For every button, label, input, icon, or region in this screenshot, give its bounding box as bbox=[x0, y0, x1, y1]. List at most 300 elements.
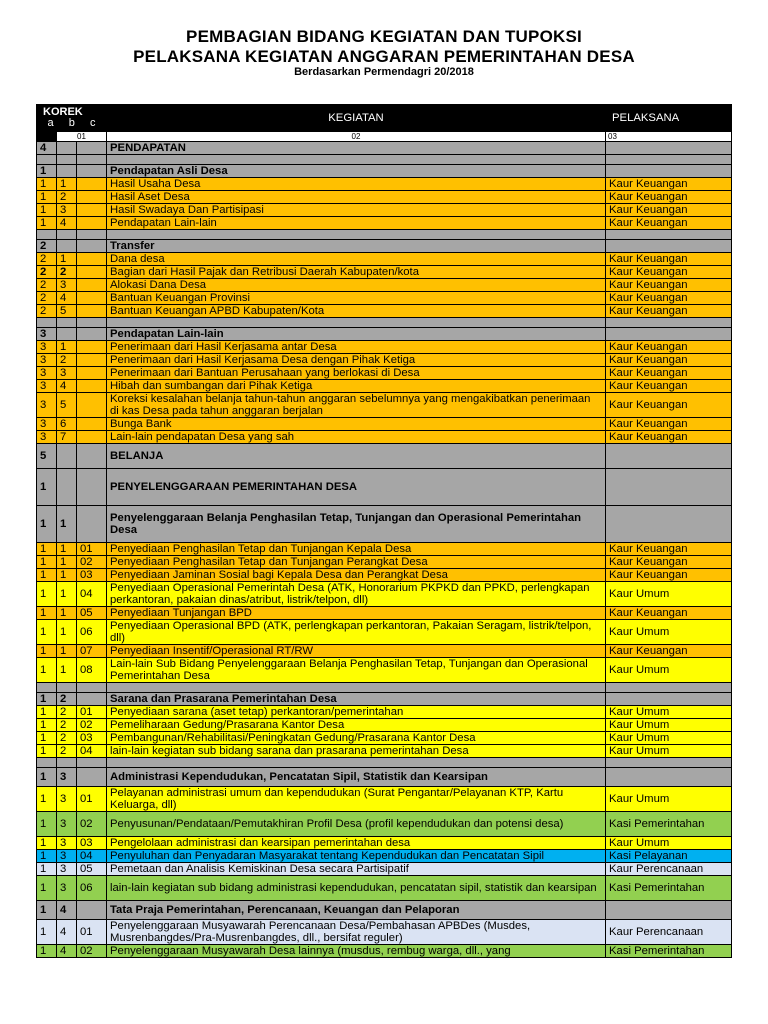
pelaksana-cell: Kaur Umum bbox=[606, 787, 732, 812]
korek-a-cell: 1 bbox=[37, 837, 57, 850]
korek-b-cell bbox=[57, 444, 77, 469]
korek-c-cell: 02 bbox=[77, 945, 107, 958]
table-row bbox=[37, 341, 732, 354]
korek-a-cell bbox=[37, 230, 57, 240]
pelaksana-cell: Kaur Keuangan bbox=[606, 393, 732, 418]
korek-c-cell: 03 bbox=[77, 837, 107, 850]
table-body bbox=[37, 142, 732, 958]
pelaksana-cell: Kaur Keuangan bbox=[606, 191, 732, 204]
korek-a-cell: 1 bbox=[37, 945, 57, 958]
korek-c-cell: 06 bbox=[77, 876, 107, 901]
pelaksana-cell: Kaur Keuangan bbox=[606, 204, 732, 217]
korek-b-cell: 3 bbox=[57, 787, 77, 812]
kegiatan-cell: Pemetaan dan Analisis Kemiskinan Desa secara Partisipatif bbox=[107, 863, 606, 876]
kegiatan-cell: PENDAPATAN bbox=[107, 142, 606, 155]
korek-c-cell bbox=[77, 155, 107, 165]
korek-a-cell: 3 bbox=[37, 380, 57, 393]
kegiatan-cell: lain-lain kegiatan sub bidang administrasi kependudukan, pencatatan sipil, statistik dan kearsipan bbox=[107, 876, 606, 901]
table-row bbox=[37, 469, 732, 506]
korek-a-cell: 1 bbox=[37, 745, 57, 758]
korek-b-cell: 1 bbox=[57, 506, 77, 543]
pelaksana-cell bbox=[606, 240, 732, 253]
table-row bbox=[37, 607, 732, 620]
table-row bbox=[37, 876, 732, 901]
korek-b-cell: 3 bbox=[57, 204, 77, 217]
pelaksana-cell: Kaur Umum bbox=[606, 719, 732, 732]
pelaksana-cell bbox=[606, 230, 732, 240]
korek-b-cell: 2 bbox=[57, 191, 77, 204]
table-row bbox=[37, 418, 732, 431]
pelaksana-cell bbox=[606, 155, 732, 165]
document-title: PEMBAGIAN BIDANG KEGIATAN DAN TUPOKSI bbox=[186, 27, 582, 46]
korek-c-cell bbox=[77, 266, 107, 279]
pelaksana-cell: Kaur Umum bbox=[606, 620, 732, 645]
table-row bbox=[37, 850, 732, 863]
spacer-row bbox=[37, 230, 732, 240]
korek-a-cell: 3 bbox=[37, 418, 57, 431]
table-row bbox=[37, 693, 732, 706]
korek-c-cell bbox=[77, 253, 107, 266]
korek-c-cell bbox=[77, 142, 107, 155]
kegiatan-cell bbox=[107, 318, 606, 328]
korek-c-cell bbox=[77, 367, 107, 380]
table-row bbox=[37, 253, 732, 266]
korek-b-cell: 4 bbox=[57, 920, 77, 945]
korek-a-cell: 1 bbox=[37, 863, 57, 876]
korek-a-cell: 1 bbox=[37, 620, 57, 645]
korek-c-cell: 06 bbox=[77, 620, 107, 645]
kegiatan-cell: Pendapatan Lain-lain bbox=[107, 328, 606, 341]
kegiatan-cell: Tata Praja Pemerintahan, Perencanaan, Keuangan dan Pelaporan bbox=[107, 901, 606, 920]
subheader-cell-03: 03 bbox=[606, 132, 732, 142]
korek-c-cell: 01 bbox=[77, 920, 107, 945]
kegiatan-cell: Koreksi kesalahan belanja tahun-tahun anggaran sebelumnya yang mengakibatkan penerimaan di kas Desa pada tahun anggaran berjalan bbox=[107, 393, 606, 418]
korek-header bbox=[37, 105, 107, 132]
kegiatan-cell: Penyelenggaraan Musyawarah Perencanaan Desa/Pembahasan APBDes (Musdes, Musrenbangdes/Pra-Musrenbangdes, dll., bersifat reguler) bbox=[107, 920, 606, 945]
korek-label: KOREK bbox=[43, 106, 83, 118]
korek-c-cell: 04 bbox=[77, 745, 107, 758]
korek-a-cell: 2 bbox=[37, 305, 57, 318]
korek-b-cell: 3 bbox=[57, 812, 77, 837]
korek-a-cell: 3 bbox=[37, 341, 57, 354]
korek-c-cell bbox=[77, 418, 107, 431]
korek-c-cell: 05 bbox=[77, 607, 107, 620]
korek-b-cell bbox=[57, 318, 77, 328]
korek-c-cell: 04 bbox=[77, 582, 107, 607]
korek-c-cell bbox=[77, 901, 107, 920]
korek-a-cell: 2 bbox=[37, 240, 57, 253]
korek-b-cell: 3 bbox=[57, 279, 77, 292]
korek-a-cell: 3 bbox=[37, 328, 57, 341]
table-row bbox=[37, 431, 732, 444]
kegiatan-cell: Penyediaan Penghasilan Tetap dan Tunjangan Kepala Desa bbox=[107, 543, 606, 556]
table-row bbox=[37, 658, 732, 683]
korek-c-cell bbox=[77, 178, 107, 191]
korek-b-cell bbox=[57, 240, 77, 253]
korek-b-cell: 2 bbox=[57, 745, 77, 758]
korek-b-cell: 1 bbox=[57, 253, 77, 266]
korek-c-cell bbox=[77, 431, 107, 444]
kegiatan-cell: Penyusunan/Pendataan/Pemutakhiran Profil Desa (profil kependudukan dan potensi desa) bbox=[107, 812, 606, 837]
pelaksana-cell: Kasi Pemerintahan bbox=[606, 812, 732, 837]
kegiatan-cell bbox=[107, 758, 606, 768]
korek-b-cell: 1 bbox=[57, 620, 77, 645]
korek-a-cell: 3 bbox=[37, 393, 57, 418]
korek-c-cell: 02 bbox=[77, 719, 107, 732]
korek-c-cell: 04 bbox=[77, 850, 107, 863]
pelaksana-cell: Kaur Keuangan bbox=[606, 431, 732, 444]
korek-c-cell bbox=[77, 693, 107, 706]
korek-b-cell: 3 bbox=[57, 367, 77, 380]
korek-c-cell: 07 bbox=[77, 645, 107, 658]
table-row bbox=[37, 620, 732, 645]
pelaksana-cell bbox=[606, 693, 732, 706]
korek-b-cell: 1 bbox=[57, 645, 77, 658]
pelaksana-cell: Kasi Pelayanan bbox=[606, 850, 732, 863]
pelaksana-cell: Kaur Umum bbox=[606, 582, 732, 607]
table-subheader-row bbox=[37, 132, 732, 142]
kegiatan-cell: Hasil Aset Desa bbox=[107, 191, 606, 204]
kegiatan-cell: Lain-lain Sub Bidang Penyelenggaraan Belanja Penghasilan Tetap, Tunjangan dan Operasional Pemerintahan Desa bbox=[107, 658, 606, 683]
kegiatan-cell: Alokasi Dana Desa bbox=[107, 279, 606, 292]
korek-b-cell: 2 bbox=[57, 706, 77, 719]
table-row bbox=[37, 645, 732, 658]
pelaksana-cell: Kaur Keuangan bbox=[606, 556, 732, 569]
kegiatan-cell: Hasil Swadaya Dan Partisipasi bbox=[107, 204, 606, 217]
table-row bbox=[37, 837, 732, 850]
table-row bbox=[37, 142, 732, 155]
pelaksana-cell bbox=[606, 165, 732, 178]
pelaksana-cell: Kaur Keuangan bbox=[606, 543, 732, 556]
korek-c-cell bbox=[77, 444, 107, 469]
pelaksana-cell: Kaur Umum bbox=[606, 745, 732, 758]
korek-b-cell: 1 bbox=[57, 569, 77, 582]
korek-b-cell: 5 bbox=[57, 305, 77, 318]
table-row bbox=[37, 719, 732, 732]
kegiatan-cell: Bunga Bank bbox=[107, 418, 606, 431]
table-row bbox=[37, 543, 732, 556]
kegiatan-table bbox=[36, 104, 732, 958]
table-row bbox=[37, 266, 732, 279]
korek-c-cell: 02 bbox=[77, 556, 107, 569]
korek-b-cell: 6 bbox=[57, 418, 77, 431]
korek-c-cell: 01 bbox=[77, 787, 107, 812]
kegiatan-cell: Pendapatan Asli Desa bbox=[107, 165, 606, 178]
table-row bbox=[37, 812, 732, 837]
kegiatan-cell bbox=[107, 230, 606, 240]
kegiatan-cell: Administrasi Kependudukan, Pencatatan Sipil, Statistik dan Kearsipan bbox=[107, 768, 606, 787]
korek-a-cell: 1 bbox=[37, 204, 57, 217]
korek-c-label: c bbox=[89, 117, 96, 129]
korek-a-cell: 1 bbox=[37, 812, 57, 837]
korek-a-cell: 1 bbox=[37, 876, 57, 901]
korek-a-cell: 1 bbox=[37, 469, 57, 506]
korek-b-cell: 1 bbox=[57, 543, 77, 556]
table-row bbox=[37, 240, 732, 253]
korek-a-cell: 3 bbox=[37, 354, 57, 367]
pelaksana-cell: Kaur Keuangan bbox=[606, 645, 732, 658]
kegiatan-cell: lain-lain kegiatan sub bidang sarana dan prasarana pemerintahan Desa bbox=[107, 745, 606, 758]
kegiatan-cell: Hibah dan sumbangan dari Pihak Ketiga bbox=[107, 380, 606, 393]
table-row bbox=[37, 380, 732, 393]
kegiatan-cell: Penyelenggaraan Belanja Penghasilan Tetap, Tunjangan dan Operasional Pemerintahan Desa bbox=[107, 506, 606, 543]
korek-a-cell: 3 bbox=[37, 431, 57, 444]
korek-a-cell: 1 bbox=[37, 645, 57, 658]
korek-a-cell: 1 bbox=[37, 178, 57, 191]
subheader-cell-a bbox=[37, 132, 57, 142]
kegiatan-cell: Pendapatan Lain-lain bbox=[107, 217, 606, 230]
pelaksana-cell bbox=[606, 444, 732, 469]
korek-b-cell: 3 bbox=[57, 850, 77, 863]
korek-c-cell bbox=[77, 217, 107, 230]
pelaksana-cell: Kaur Keuangan bbox=[606, 341, 732, 354]
korek-c-cell bbox=[77, 292, 107, 305]
korek-a-cell bbox=[37, 758, 57, 768]
kegiatan-cell: Penyediaan Operasional BPD (ATK, perlengkapan perkantoran, Pakaian Seragam, listrik/telpon, dll) bbox=[107, 620, 606, 645]
korek-a-cell: 1 bbox=[37, 556, 57, 569]
korek-a-cell: 1 bbox=[37, 217, 57, 230]
pelaksana-cell bbox=[606, 328, 732, 341]
pelaksana-cell: Kaur Umum bbox=[606, 732, 732, 745]
pelaksana-cell: Kaur Keuangan bbox=[606, 418, 732, 431]
kegiatan-cell: Hasil Usaha Desa bbox=[107, 178, 606, 191]
korek-c-cell bbox=[77, 165, 107, 178]
korek-c-cell bbox=[77, 204, 107, 217]
korek-a-cell: 2 bbox=[37, 292, 57, 305]
korek-a-cell: 1 bbox=[37, 901, 57, 920]
kegiatan-header: KEGIATAN bbox=[107, 105, 606, 132]
korek-c-cell: 03 bbox=[77, 732, 107, 745]
table-row bbox=[37, 191, 732, 204]
korek-b-cell: 1 bbox=[57, 582, 77, 607]
korek-b-cell bbox=[57, 155, 77, 165]
spacer-row bbox=[37, 318, 732, 328]
kegiatan-cell: Dana desa bbox=[107, 253, 606, 266]
kegiatan-cell: Pengelolaan administrasi dan kearsipan pemerintahan desa bbox=[107, 837, 606, 850]
korek-c-cell bbox=[77, 279, 107, 292]
korek-a-cell bbox=[37, 683, 57, 693]
table-row bbox=[37, 732, 732, 745]
kegiatan-cell: BELANJA bbox=[107, 444, 606, 469]
table-row bbox=[37, 706, 732, 719]
table-row bbox=[37, 444, 732, 469]
korek-b-cell: 1 bbox=[57, 658, 77, 683]
korek-b-cell: 3 bbox=[57, 837, 77, 850]
korek-c-cell bbox=[77, 230, 107, 240]
korek-c-cell bbox=[77, 393, 107, 418]
korek-a-cell: 1 bbox=[37, 165, 57, 178]
korek-a-cell: 2 bbox=[37, 253, 57, 266]
korek-c-cell bbox=[77, 768, 107, 787]
kegiatan-cell bbox=[107, 155, 606, 165]
korek-a-cell: 3 bbox=[37, 367, 57, 380]
korek-a-cell: 1 bbox=[37, 850, 57, 863]
korek-c-cell: 02 bbox=[77, 812, 107, 837]
pelaksana-cell bbox=[606, 318, 732, 328]
korek-c-cell: 08 bbox=[77, 658, 107, 683]
table-row bbox=[37, 367, 732, 380]
korek-c-cell: 01 bbox=[77, 706, 107, 719]
table-row bbox=[37, 901, 732, 920]
spacer-row bbox=[37, 758, 732, 768]
korek-b-cell bbox=[57, 165, 77, 178]
pelaksana-cell bbox=[606, 469, 732, 506]
korek-b-cell: 3 bbox=[57, 876, 77, 901]
pelaksana-cell: Kaur Keuangan bbox=[606, 354, 732, 367]
korek-a-cell: 1 bbox=[37, 706, 57, 719]
table-row bbox=[37, 217, 732, 230]
pelaksana-cell: Kaur Keuangan bbox=[606, 266, 732, 279]
korek-c-cell bbox=[77, 758, 107, 768]
pelaksana-cell: Kaur Keuangan bbox=[606, 279, 732, 292]
pelaksana-cell: Kaur Keuangan bbox=[606, 367, 732, 380]
kegiatan-cell: Penyediaan Jaminan Sosial bagi Kepala Desa dan Perangkat Desa bbox=[107, 569, 606, 582]
kegiatan-cell: Penyediaan Penghasilan Tetap dan Tunjangan Perangkat Desa bbox=[107, 556, 606, 569]
kegiatan-cell: Penyediaan sarana (aset tetap) perkantoran/pemerintahan bbox=[107, 706, 606, 719]
kegiatan-cell: Penyediaan Insentif/Operasional RT/RW bbox=[107, 645, 606, 658]
subheader-cell-01: 01 bbox=[57, 132, 107, 142]
korek-a-label: a bbox=[47, 117, 54, 129]
pelaksana-cell: Kaur Keuangan bbox=[606, 178, 732, 191]
kegiatan-cell: Penyuluhan dan Penyadaran Masyarakat tentang Kependudukan dan Pencatatan Sipil bbox=[107, 850, 606, 863]
pelaksana-cell: Kaur Umum bbox=[606, 658, 732, 683]
korek-b-cell: 4 bbox=[57, 380, 77, 393]
pelaksana-cell: Kaur Keuangan bbox=[606, 607, 732, 620]
pelaksana-cell bbox=[606, 142, 732, 155]
table-row bbox=[37, 787, 732, 812]
pelaksana-cell bbox=[606, 506, 732, 543]
korek-a-cell: 4 bbox=[37, 142, 57, 155]
table-header-row bbox=[37, 105, 732, 132]
korek-b-cell: 1 bbox=[57, 556, 77, 569]
korek-b-label: b bbox=[68, 117, 75, 129]
korek-c-cell bbox=[77, 683, 107, 693]
korek-b-cell: 3 bbox=[57, 863, 77, 876]
korek-a-cell: 1 bbox=[37, 768, 57, 787]
korek-b-cell: 1 bbox=[57, 178, 77, 191]
spacer-row bbox=[37, 155, 732, 165]
korek-b-cell: 2 bbox=[57, 693, 77, 706]
kegiatan-cell: PENYELENGGARAAN PEMERINTAHAN DESA bbox=[107, 469, 606, 506]
korek-b-cell bbox=[57, 758, 77, 768]
pelaksana-cell bbox=[606, 768, 732, 787]
kegiatan-cell: Pemeliharaan Gedung/Prasarana Kantor Desa bbox=[107, 719, 606, 732]
korek-a-cell: 1 bbox=[37, 569, 57, 582]
korek-b-cell: 2 bbox=[57, 354, 77, 367]
korek-a-cell: 1 bbox=[37, 732, 57, 745]
korek-a-cell: 1 bbox=[37, 582, 57, 607]
korek-a-cell: 1 bbox=[37, 506, 57, 543]
korek-c-cell bbox=[77, 469, 107, 506]
table-row bbox=[37, 506, 732, 543]
table-row bbox=[37, 328, 732, 341]
table-row bbox=[37, 204, 732, 217]
korek-a-cell: 1 bbox=[37, 719, 57, 732]
pelaksana-cell: Kaur Keuangan bbox=[606, 292, 732, 305]
table-row bbox=[37, 582, 732, 607]
korek-c-cell: 01 bbox=[77, 543, 107, 556]
korek-c-cell bbox=[77, 305, 107, 318]
table-row bbox=[37, 279, 732, 292]
pelaksana-cell: Kaur Keuangan bbox=[606, 305, 732, 318]
korek-c-cell bbox=[77, 318, 107, 328]
kegiatan-cell: Pembangunan/Rehabilitasi/Peningkatan Gedung/Prasarana Kantor Desa bbox=[107, 732, 606, 745]
subheader-cell-02: 02 bbox=[107, 132, 606, 142]
document-title-line2: PELAKSANA KEGIATAN ANGGARAN PEMERINTAHAN DESA bbox=[133, 47, 635, 66]
pelaksana-cell: Kaur Perencanaan bbox=[606, 863, 732, 876]
kegiatan-cell: Bantuan Keuangan APBD Kabupaten/Kota bbox=[107, 305, 606, 318]
table-row bbox=[37, 292, 732, 305]
korek-a-cell bbox=[37, 318, 57, 328]
document-subtitle: Berdasarkan Permendagri 20/2018 bbox=[294, 66, 474, 78]
kegiatan-cell: Penyelenggaraan Musyawarah Desa lainnya (musdus, rembug warga, dll., yang bbox=[107, 945, 606, 958]
kegiatan-cell: Penyediaan Operasional Pemerintah Desa (ATK, Honorarium PKPKD dan PPKD, perlengkapan perkantoran, pakaian dinas/atribut, listrik/telpon, dll) bbox=[107, 582, 606, 607]
korek-b-cell: 2 bbox=[57, 732, 77, 745]
kegiatan-cell: Transfer bbox=[107, 240, 606, 253]
korek-a-cell: 1 bbox=[37, 658, 57, 683]
korek-b-cell: 2 bbox=[57, 719, 77, 732]
table-row bbox=[37, 569, 732, 582]
korek-a-cell: 1 bbox=[37, 607, 57, 620]
korek-c-cell: 03 bbox=[77, 569, 107, 582]
pelaksana-cell bbox=[606, 901, 732, 920]
table-row bbox=[37, 556, 732, 569]
kegiatan-cell: Penerimaan dari Hasil Kerjasama antar Desa bbox=[107, 341, 606, 354]
pelaksana-cell: Kasi Pemerintahan bbox=[606, 876, 732, 901]
table-row bbox=[37, 745, 732, 758]
pelaksana-cell: Kaur Keuangan bbox=[606, 217, 732, 230]
pelaksana-cell: Kasi Pemerintahan bbox=[606, 945, 732, 958]
korek-a-cell bbox=[37, 155, 57, 165]
table-row bbox=[37, 178, 732, 191]
korek-a-cell: 2 bbox=[37, 279, 57, 292]
korek-a-cell: 1 bbox=[37, 693, 57, 706]
korek-b-cell bbox=[57, 142, 77, 155]
korek-b-cell bbox=[57, 328, 77, 341]
korek-b-cell: 3 bbox=[57, 768, 77, 787]
korek-b-cell bbox=[57, 683, 77, 693]
kegiatan-cell: Sarana dan Prasarana Pemerintahan Desa bbox=[107, 693, 606, 706]
table-row bbox=[37, 863, 732, 876]
korek-b-cell: 1 bbox=[57, 341, 77, 354]
pelaksana-cell: Kaur Keuangan bbox=[606, 569, 732, 582]
pelaksana-cell: Kaur Keuangan bbox=[606, 380, 732, 393]
korek-a-cell: 5 bbox=[37, 444, 57, 469]
korek-c-cell bbox=[77, 240, 107, 253]
korek-c-cell bbox=[77, 354, 107, 367]
table-row bbox=[37, 165, 732, 178]
table-row bbox=[37, 393, 732, 418]
table-row bbox=[37, 768, 732, 787]
kegiatan-cell: Penerimaan dari Bantuan Perusahaan yang berlokasi di Desa bbox=[107, 367, 606, 380]
korek-a-cell: 1 bbox=[37, 787, 57, 812]
table-row bbox=[37, 920, 732, 945]
table-row bbox=[37, 945, 732, 958]
pelaksana-cell: Kaur Umum bbox=[606, 837, 732, 850]
kegiatan-cell bbox=[107, 683, 606, 693]
korek-b-cell: 7 bbox=[57, 431, 77, 444]
korek-b-cell: 4 bbox=[57, 217, 77, 230]
korek-b-cell: 4 bbox=[57, 945, 77, 958]
kegiatan-cell: Lain-lain pendapatan Desa yang sah bbox=[107, 431, 606, 444]
korek-a-cell: 1 bbox=[37, 920, 57, 945]
korek-c-cell bbox=[77, 341, 107, 354]
korek-b-cell: 5 bbox=[57, 393, 77, 418]
kegiatan-cell: Penyediaan Tunjangan BPD bbox=[107, 607, 606, 620]
korek-c-cell bbox=[77, 328, 107, 341]
korek-b-cell bbox=[57, 230, 77, 240]
korek-b-cell: 4 bbox=[57, 901, 77, 920]
